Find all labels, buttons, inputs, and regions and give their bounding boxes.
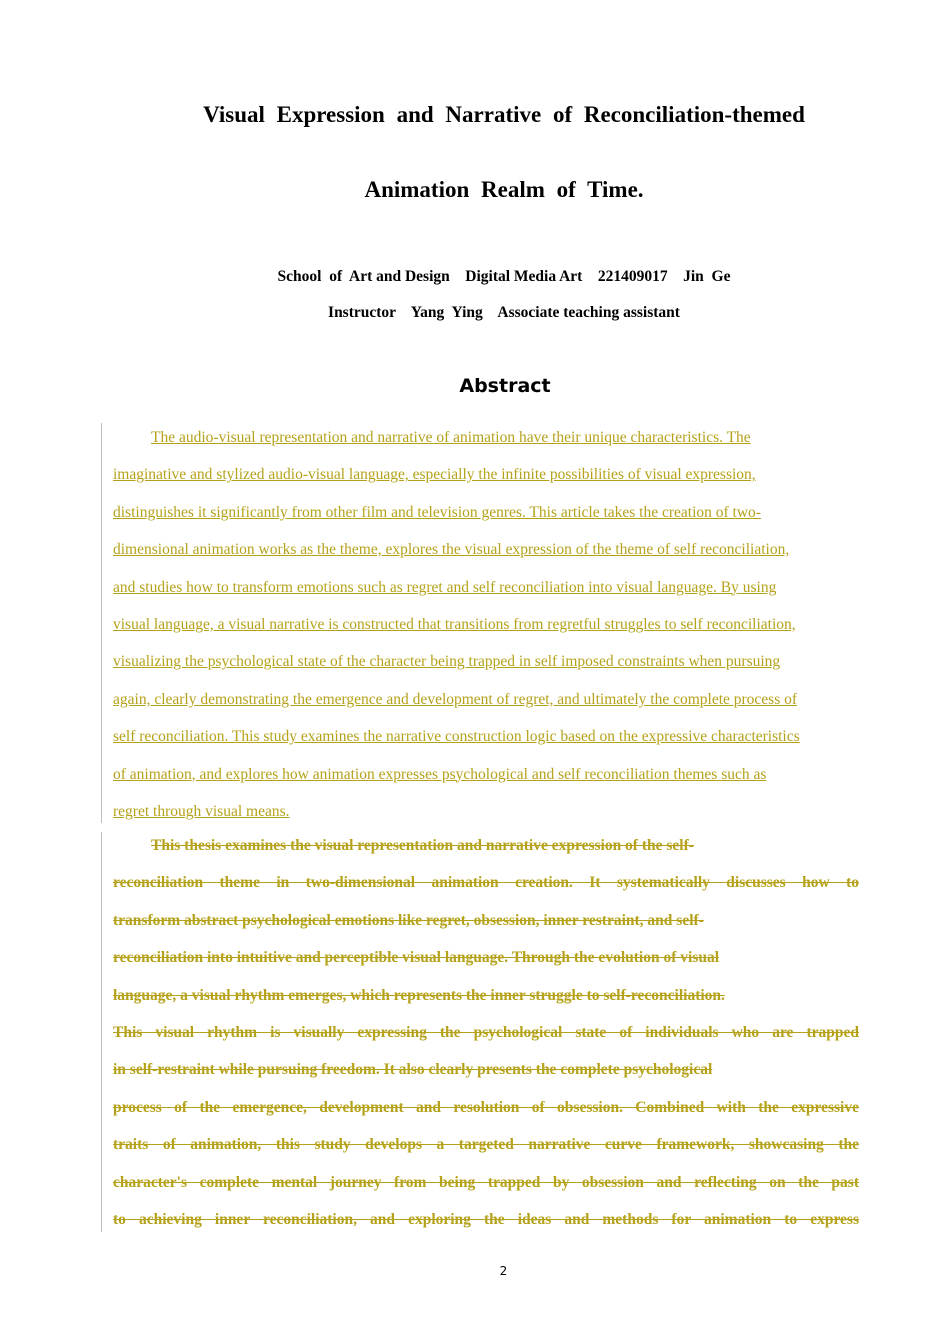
text-line: visualizing the psychological state of the character being trapped in self imposed constraints when pursuing bbox=[113, 653, 781, 671]
text-line: This thesis examines the visual representation and narrative expression of the self- bbox=[151, 837, 694, 854]
text-line: character's complete mental journey from being trapped by obsession and reflecting on the past bbox=[113, 1173, 859, 1191]
thesis-deleted-paragraph[interactable] bbox=[113, 836, 873, 1247]
text-line: distinguishes it significantly from other film and television genres. This article takes the creation of two- bbox=[113, 503, 761, 521]
text-line: of animation, and explores how animation expresses psychological and self reconciliation themes such as bbox=[113, 765, 767, 783]
change-bar-inserted bbox=[101, 423, 102, 823]
text-line: language, a visual rhythm emerges, which represents the inner struggle to self-reconciliation. bbox=[113, 986, 725, 1004]
text-line: regret through visual means. bbox=[113, 802, 290, 820]
text-line: and studies how to transform emotions such as regret and self reconciliation into visual language. By using bbox=[113, 578, 777, 596]
change-bar-deleted bbox=[101, 832, 102, 1232]
text-line: reconciliation theme in two-dimensional animation creation. It systematically discusses how to bbox=[113, 874, 859, 892]
text-line: transform abstract psychological emotions like regret, obsession, inner restraint, and self- bbox=[113, 911, 704, 929]
abstract-inserted-paragraph[interactable] bbox=[113, 428, 873, 839]
text-line: imaginative and stylized audio-visual language, especially the infinite possibilities of visual expression, bbox=[113, 466, 756, 484]
page-number: 2 bbox=[499, 1264, 508, 1278]
author-school-line: School of Art and Design Digital Media Art 221409017 Jin Ge bbox=[277, 268, 731, 285]
text-line: visual language, a visual narrative is constructed that transitions from regretful struggles to self reconciliation, bbox=[113, 615, 796, 633]
text-line: to achieving inner reconciliation, and exploring the ideas and methods for animation to express bbox=[113, 1210, 859, 1228]
text-line: traits of animation, this study develops a targeted narrative curve framework, showcasing the bbox=[113, 1136, 859, 1154]
document-title-line-1: Visual Expression and Narrative of Reconciliation-themed bbox=[203, 102, 805, 127]
text-line: This visual rhythm is visually expressing the psychological state of individuals who are trapped bbox=[113, 1023, 859, 1041]
text-line: process of the emergence, development and resolution of obsession. Combined with the expressive bbox=[113, 1098, 859, 1116]
text-line: reconciliation into intuitive and perceptible visual language. Through the evolution of visual bbox=[113, 949, 720, 967]
instructor-line: Instructor Yang Ying Associate teaching assistant bbox=[328, 304, 680, 321]
text-line: again, clearly demonstrating the emergence and development of regret, and ultimately the complete process of bbox=[113, 690, 798, 708]
text-line: in self-restraint while pursuing freedom. It also clearly presents the complete psychological bbox=[113, 1061, 713, 1079]
text-line: dimensional animation works as the theme, explores the visual expression of the theme of self reconciliation, bbox=[113, 541, 790, 559]
text-line: self reconciliation. This study examines the narrative construction logic based on the expressive characteristics bbox=[113, 728, 800, 746]
document-title-line-2: Animation Realm of Time. bbox=[364, 177, 644, 202]
abstract-heading: Abstract bbox=[459, 375, 551, 397]
text-line: The audio-visual representation and narrative of animation have their unique characteristics. The bbox=[151, 429, 751, 446]
